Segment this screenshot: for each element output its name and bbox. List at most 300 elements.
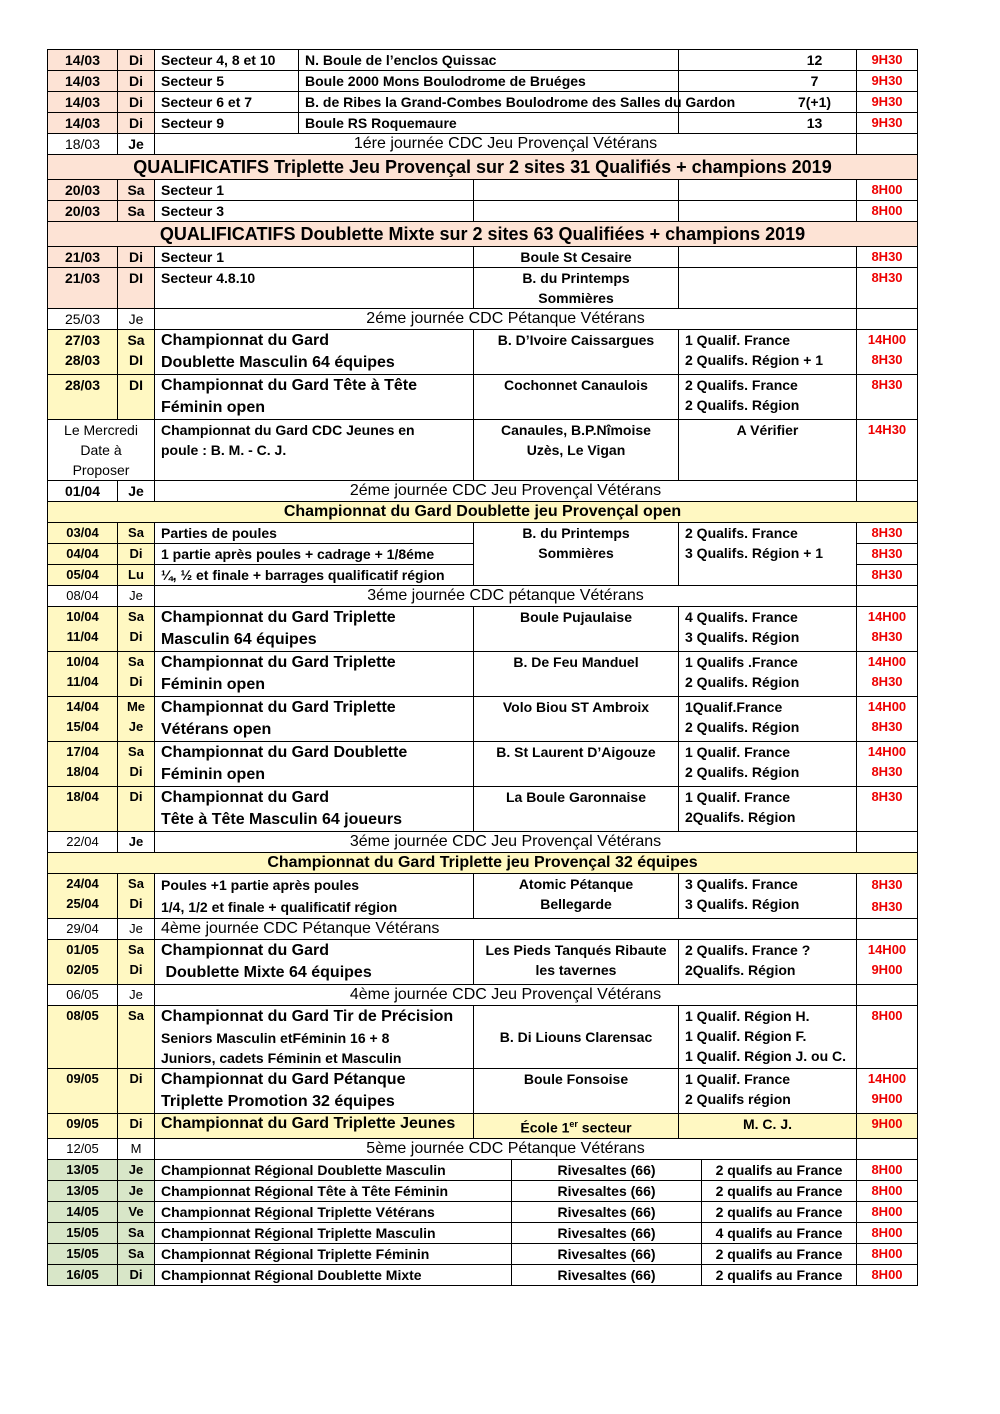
date-cell: 06/05 [48, 985, 118, 1006]
date-cell: 01/04 [48, 481, 118, 502]
day-cell: Di [118, 71, 155, 92]
date-line: 27/03 [64, 332, 101, 348]
qualif-line: 2 Qualifs. France [685, 525, 798, 541]
time-line: 8H30 [871, 674, 903, 689]
table-row [48, 113, 918, 134]
event-title [155, 330, 474, 375]
day-line: Sa [128, 942, 144, 957]
place-cell [474, 523, 679, 586]
time-cell: 8H30 [857, 375, 918, 420]
time-cell: 9H30 [857, 50, 918, 71]
place-cell: Boule RS Roquemaure [299, 113, 679, 134]
time-cell: 8H00 [857, 1223, 918, 1244]
event-title [155, 742, 474, 787]
place-cell: Rivesaltes (66) [512, 1265, 702, 1286]
place-line: Canaules, B.P.Nîmoise [501, 422, 651, 438]
date-line: Le Mercredi [64, 422, 138, 438]
event-title: 2éme journée CDC Pétanque Vétérans [155, 309, 857, 330]
title-line: Championnat du Gard CDC Jeunes en [161, 422, 415, 438]
time-cell [857, 697, 918, 742]
event-title [155, 607, 474, 652]
day-cell [118, 652, 155, 697]
table-row [48, 1160, 918, 1181]
date-cell: 09/05 [48, 1069, 118, 1114]
table-row [48, 1069, 918, 1114]
day-cell: Sa [118, 523, 155, 544]
day-cell: Sa [118, 201, 155, 222]
qualif-line: 3 Qualifs. Région [685, 629, 800, 645]
time-cell: 8H00 [857, 180, 918, 201]
qualif-cell [679, 523, 857, 586]
date-cell [48, 607, 118, 652]
event-title [155, 940, 474, 985]
title-line: Doublette Mixte 64 équipes [161, 964, 372, 981]
qualif-cell [679, 330, 857, 375]
place-cell [474, 874, 679, 919]
date-cell: 14/03 [48, 92, 118, 113]
table-row [48, 180, 918, 201]
qualif-cell [679, 874, 857, 919]
table-row [48, 330, 918, 375]
place-line: les tavernes [535, 962, 617, 978]
qualif-line: 2 Qualifs. France ? [685, 942, 811, 958]
table-row [48, 309, 918, 330]
day-cell: Sa [118, 1006, 155, 1069]
date-cell [48, 874, 118, 919]
day-cell: Je [118, 985, 155, 1006]
event-title: Championnat Régional Doublette Mixte [155, 1265, 512, 1286]
title-line: Championnat du Gard [161, 789, 329, 806]
table-row [48, 1265, 918, 1286]
title-line: 1/4, 1/2 et finale + qualificatif région [161, 899, 398, 915]
date-cell: 13/05 [48, 1181, 118, 1202]
event-title [155, 1006, 474, 1069]
qualif-line: 1 Qualif. France [685, 332, 791, 348]
title-line: Féminin open [161, 766, 265, 783]
qualif-line: 1 Qualif. France [685, 744, 791, 760]
day-cell: Je [118, 832, 155, 853]
schedule-table [47, 49, 918, 1160]
time-line: 14H00 [867, 1071, 907, 1086]
time-cell: 8H00 [857, 1006, 918, 1069]
time-line: 8H30 [871, 352, 903, 367]
time-line: 8H30 [871, 719, 903, 734]
qualif-cell [679, 652, 857, 697]
day-cell: Di [118, 544, 155, 565]
qualif-cell [679, 247, 857, 268]
date-cell: 14/03 [48, 113, 118, 134]
qualif-cell [679, 607, 857, 652]
date-cell: 25/03 [48, 309, 118, 330]
event-title: 4ème journée CDC Jeu Provençal Vétérans [155, 985, 857, 1006]
time-cell [857, 481, 918, 502]
time-line: 8H30 [871, 899, 903, 914]
title-line: Triplette Promotion 32 équipes [161, 1093, 395, 1110]
day-cell [118, 607, 155, 652]
qualif-line: 1 Qualifs .France [685, 654, 798, 670]
table-row [48, 586, 918, 607]
date-cell: 18/03 [48, 134, 118, 155]
time-line: 14H00 [867, 332, 907, 347]
place-cell [474, 180, 679, 201]
time-cell: 8H30 [857, 247, 918, 268]
section-title: Championnat du Gard Doublette jeu Provençal open [48, 502, 918, 523]
event-title: Championnat du Gard Triplette Jeunes [155, 1114, 474, 1139]
table-row [48, 985, 918, 1006]
sector-cell: Secteur 1 [155, 180, 474, 201]
qualif-cell: 2 qualifs au France [702, 1160, 857, 1181]
date-cell: 22/04 [48, 832, 118, 853]
sector-cell: Secteur 9 [155, 113, 299, 134]
date-cell [48, 330, 118, 375]
time-line: 14H00 [867, 699, 907, 714]
qualif-cell: A Vérifier [679, 420, 857, 481]
count-cell: 13 [679, 113, 857, 134]
qualif-line: 1 Qualif. Région F. [685, 1028, 807, 1044]
time-cell [857, 1138, 918, 1159]
event-title: Parties de poules [155, 523, 474, 544]
place-cell: Rivesaltes (66) [512, 1223, 702, 1244]
title-line: Poules +1 partie après poules [161, 877, 360, 893]
place-cell: Rivesaltes (66) [512, 1181, 702, 1202]
time-cell: 8H30 [857, 787, 918, 832]
title-line: Juniors, cadets Féminin et Masculin [161, 1050, 402, 1066]
time-cell [857, 985, 918, 1006]
sector-cell: Secteur 5 [155, 71, 299, 92]
day-cell: Di [118, 1114, 155, 1139]
table-row [48, 1181, 918, 1202]
date-cell: 29/04 [48, 919, 118, 940]
date-cell: 20/03 [48, 201, 118, 222]
event-title: 1ére journée CDC Jeu Provençal Vétérans [155, 134, 857, 155]
time-cell: 9H30 [857, 92, 918, 113]
date-line: 02/05 [66, 962, 99, 977]
time-line: 14H00 [867, 744, 907, 759]
day-line: Sa [128, 654, 144, 669]
day-line: Di [129, 896, 143, 911]
table-row [48, 1138, 918, 1159]
title-line: Championnat du Gard Doublette [161, 744, 408, 761]
day-cell: Je [118, 919, 155, 940]
date-line: Date à Proposer [72, 442, 130, 478]
time-cell: 8H30 [857, 544, 918, 565]
day-cell [118, 940, 155, 985]
table-row [48, 92, 918, 113]
place-cell: B. St Laurent D’Aigouze [474, 742, 679, 787]
section-header [48, 222, 918, 247]
qualif-cell [679, 742, 857, 787]
qualif-cell [679, 180, 857, 201]
qualif-line: 3 Qualifs. Région [685, 896, 800, 912]
day-cell [118, 330, 155, 375]
table-row [48, 652, 918, 697]
section-title: Championnat du Gard Triplette jeu Provençal 32 équipes [48, 853, 918, 874]
time-cell: 8H30 [857, 523, 918, 544]
event-title [155, 874, 474, 919]
time-cell [857, 874, 918, 919]
place-cell: Rivesaltes (66) [512, 1202, 702, 1223]
event-title [155, 420, 474, 481]
date-line: 14/04 [66, 699, 99, 714]
title-line: Doublette Masculin 64 équipes [161, 354, 395, 371]
date-line: 11/04 [66, 629, 99, 644]
title-line: Féminin open [161, 399, 265, 416]
qualif-line: 1 Qualif. Région J. ou C. [685, 1048, 847, 1064]
date-line: 01/05 [66, 942, 99, 957]
day-cell: Ve [118, 1202, 155, 1223]
time-line: 14H00 [867, 942, 907, 957]
title-line: Féminin open [161, 676, 265, 693]
count-cell: 12 [679, 50, 857, 71]
place-line: Les Pieds Tanqués Ribaute [485, 942, 667, 958]
place-cell: B. D’Ivoire Caissargues [474, 330, 679, 375]
qualif-line: 3 Qualifs. Région + 1 [685, 545, 824, 561]
qualif-line: 2Qualifs. Région [685, 809, 796, 825]
day-cell: DI [118, 268, 155, 309]
day-cell: Di [118, 1265, 155, 1286]
table-row [48, 697, 918, 742]
qualif-line: 4 Qualifs. France [685, 609, 798, 625]
table-row [48, 1223, 918, 1244]
event-title: ¼, ½ et finale + barrages qualificatif région [155, 565, 474, 586]
place-cell: Volo Biou ST Ambroix [474, 697, 679, 742]
day-cell: Je [118, 481, 155, 502]
day-cell [118, 874, 155, 919]
regional-body [48, 1160, 918, 1286]
day-cell: Di [118, 247, 155, 268]
qualif-cell [679, 787, 857, 832]
table-row [48, 874, 918, 919]
regional-table [47, 1159, 918, 1286]
title-line: Vétérans open [161, 721, 272, 738]
time-cell: 8H00 [857, 1202, 918, 1223]
qualif-cell: M. C. J. [679, 1114, 857, 1139]
day-cell: DI [118, 375, 155, 420]
place-cell: Boule Fonsoise [474, 1069, 679, 1114]
date-line: 15/04 [66, 719, 99, 734]
place-cell [474, 1114, 679, 1139]
qualif-cell [679, 1006, 857, 1069]
date-cell: 15/05 [48, 1244, 118, 1265]
place-line: Uzès, Le Vigan [526, 442, 626, 458]
qualif-line: 1 Qualif. France [685, 789, 791, 805]
time-line: 14H00 [867, 654, 907, 669]
qualif-cell [679, 697, 857, 742]
table-row [48, 919, 918, 940]
event-title: 2éme journée CDC Jeu Provençal Vétérans [155, 481, 857, 502]
table-row [48, 1006, 918, 1069]
day-cell: Je [118, 309, 155, 330]
section-title: QUALIFICATIFS Triplette Jeu Provençal sur 2 sites 31 Qualifiés + champions 2019 [48, 155, 918, 180]
place-cell: N. Boule de l’enclos Quissac [299, 50, 679, 71]
date-cell: 15/05 [48, 1223, 118, 1244]
qualif-line: 1 Qualif. France [685, 1071, 791, 1087]
time-line: 8H30 [871, 764, 903, 779]
place-cell [474, 420, 679, 481]
date-cell: 12/05 [48, 1138, 118, 1159]
day-line: Je [128, 719, 144, 734]
time-cell: 14H30 [857, 420, 918, 481]
title-line: Championnat du Gard Triplette [161, 699, 396, 716]
time-cell: 8H00 [857, 1160, 918, 1181]
date-cell [48, 940, 118, 985]
date-cell: 09/05 [48, 1114, 118, 1139]
day-line: Sa [127, 332, 145, 348]
place-cell: Rivesaltes (66) [512, 1244, 702, 1265]
place-line: Atomic Pétanque [518, 876, 634, 892]
date-cell: 08/04 [48, 586, 118, 607]
time-cell: 8H00 [857, 1244, 918, 1265]
time-cell [857, 919, 918, 940]
place-cell: B. de Ribes la Grand-Combes Boulodrome des Salles du Gardon [299, 92, 679, 113]
table-row [48, 50, 918, 71]
place-line: Sommières [538, 545, 614, 561]
event-title: 5ème journée CDC Pétanque Vétérans [155, 1138, 857, 1159]
date-cell [48, 420, 155, 481]
section-title: QUALIFICATIFS Doublette Mixte sur 2 sites 63 Qualifiées + champions 2019 [48, 222, 918, 247]
date-line: 25/04 [66, 896, 99, 911]
day-cell: Di [118, 92, 155, 113]
date-cell: 13/05 [48, 1160, 118, 1181]
qualif-cell: 2 qualifs au France [702, 1265, 857, 1286]
date-cell [48, 697, 118, 742]
date-cell [48, 652, 118, 697]
time-cell: 8H30 [857, 268, 918, 309]
sector-cell: Secteur 4.8.10 [155, 268, 474, 309]
table-row [48, 607, 918, 652]
qualif-line: 2 Qualifs. Région [685, 764, 800, 780]
day-cell: Sa [118, 180, 155, 201]
date-cell: 21/03 [48, 247, 118, 268]
title-line: Tête à Tête Masculin 64 joueurs [161, 811, 402, 828]
table-row [48, 1202, 918, 1223]
event-title: Championnat Régional Triplette Masculin [155, 1223, 512, 1244]
qualif-cell: 2 qualifs au France [702, 1181, 857, 1202]
count-cell: 7(+1) [679, 92, 857, 113]
count-cell: 7 [679, 71, 857, 92]
time-cell [857, 586, 918, 607]
time-cell: 8H00 [857, 1265, 918, 1286]
event-title: 3éme journée CDC Jeu Provençal Vétérans [155, 832, 857, 853]
section-header [48, 155, 918, 180]
table-row [48, 268, 918, 309]
sector-cell: Secteur 3 [155, 201, 474, 222]
place-line: Sommières [538, 290, 614, 306]
date-cell: 16/05 [48, 1265, 118, 1286]
day-line: DI [129, 352, 143, 368]
qualif-cell [679, 268, 857, 309]
day-cell: Sa [118, 1244, 155, 1265]
qualif-line: 2Qualifs. Région [685, 962, 796, 978]
table-row [48, 1244, 918, 1265]
sector-cell: Secteur 6 et 7 [155, 92, 299, 113]
place-cell: Rivesaltes (66) [512, 1160, 702, 1181]
event-title [155, 1069, 474, 1114]
qualif-line: 3 Qualifs. France [685, 876, 798, 892]
date-line: 28/03 [64, 352, 101, 368]
place-line: B. du Printemps [522, 270, 630, 286]
day-line: Di [129, 674, 143, 689]
table-row [48, 201, 918, 222]
time-cell: 9H30 [857, 113, 918, 134]
sector-cell: Secteur 4, 8 et 10 [155, 50, 299, 71]
table-row [48, 481, 918, 502]
day-cell: Je [118, 134, 155, 155]
date-line: 17/04 [66, 744, 99, 759]
event-title: 3éme journée CDC pétanque Vétérans [155, 586, 857, 607]
qualif-line: 2 Qualifs. Région [685, 674, 800, 690]
table-row [48, 247, 918, 268]
title-line: Championnat du Gard Pétanque [161, 1071, 406, 1088]
time-cell [857, 940, 918, 985]
date-cell: 20/03 [48, 180, 118, 201]
event-title [155, 787, 474, 832]
event-title: Championnat Régional Triplette Vétérans [155, 1202, 512, 1223]
day-cell: Di [118, 50, 155, 71]
place-cell: La Boule Garonnaise [474, 787, 679, 832]
event-title: Championnat Régional Doublette Masculin [155, 1160, 512, 1181]
place-cell: Boule St Cesaire [474, 247, 679, 268]
day-cell [118, 742, 155, 787]
date-cell: 28/03 [48, 375, 118, 420]
event-title: 4ème journée CDC Pétanque Vétérans [155, 919, 857, 940]
time-cell [857, 607, 918, 652]
table-row [48, 134, 918, 155]
place-cell [474, 940, 679, 985]
day-cell: Di [118, 113, 155, 134]
day-cell [118, 697, 155, 742]
place-line: Bellegarde [540, 896, 612, 912]
time-cell [857, 832, 918, 853]
qualif-cell [679, 1069, 857, 1114]
title-line: Seniors Masculin etFéminin 16 + 8 [161, 1030, 390, 1046]
time-cell: 9H00 [857, 1114, 918, 1139]
date-cell: 05/04 [48, 565, 118, 586]
event-title [155, 375, 474, 420]
time-cell [857, 134, 918, 155]
event-title: Championnat Régional Tête à Tête Féminin [155, 1181, 512, 1202]
title-line: Championnat du Gard [161, 942, 329, 959]
schedule-body [48, 50, 918, 1160]
place-cell: Cochonnet Canaulois [474, 375, 679, 420]
day-cell: Sa [118, 1223, 155, 1244]
place-cell [474, 268, 679, 309]
date-cell: 14/03 [48, 71, 118, 92]
title-line: poule : B. M. - C. J. [161, 442, 287, 458]
time-line: 8H30 [871, 877, 903, 892]
title-line: Championnat du Gard Tête à Tête [161, 377, 418, 394]
day-line: Di [129, 962, 143, 977]
place-cell: B. De Feu Manduel [474, 652, 679, 697]
day-line: Sa [128, 876, 144, 891]
section-header [48, 853, 918, 874]
date-line: 11/04 [66, 674, 99, 689]
qualif-cell: 2 qualifs au France [702, 1202, 857, 1223]
title-line: Masculin 64 équipes [161, 631, 317, 648]
table-row [48, 523, 918, 544]
title-line: Championnat du Gard Triplette [161, 609, 396, 626]
date-cell: 04/04 [48, 544, 118, 565]
qualif-cell [679, 375, 857, 420]
place-line: B. du Printemps [522, 525, 630, 541]
date-cell: 18/04 [48, 787, 118, 832]
time-cell: 9H30 [857, 71, 918, 92]
date-cell: 03/04 [48, 523, 118, 544]
time-cell [857, 1069, 918, 1114]
date-line: 10/04 [66, 609, 99, 624]
date-cell: 08/05 [48, 1006, 118, 1069]
date-cell: 21/03 [48, 268, 118, 309]
